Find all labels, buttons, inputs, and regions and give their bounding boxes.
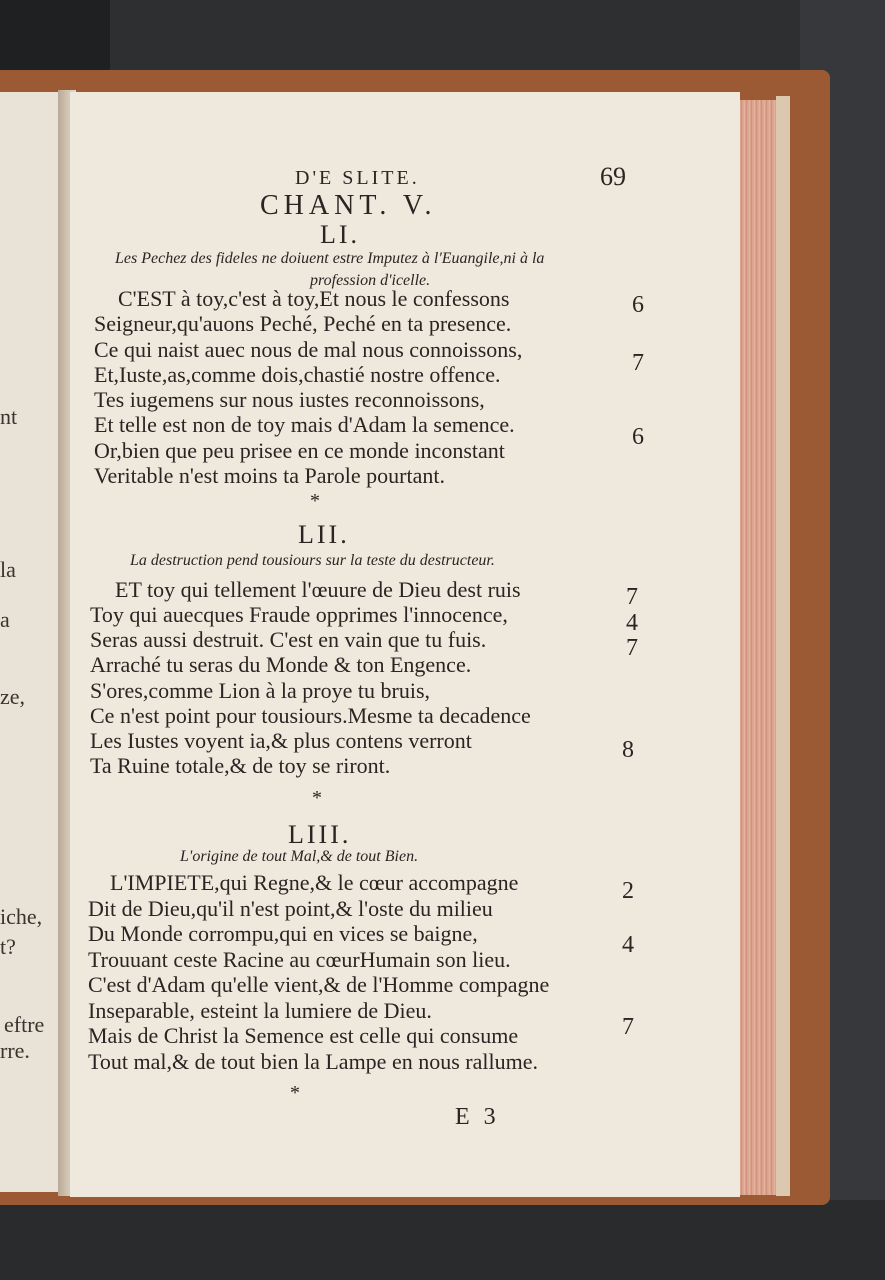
syllable-count: 2	[622, 878, 634, 904]
stanza-number: LIII.	[288, 820, 352, 849]
syllable-count: 7	[622, 1014, 634, 1040]
stanza-argument: La destruction pend tousiours sur la teste du destructeur.	[130, 552, 495, 569]
signature-mark: E 3	[455, 1104, 500, 1130]
chant-title: CHANT. V.	[260, 190, 437, 221]
syllable-count: 7	[626, 635, 638, 661]
stanza-argument: profession d'icelle.	[310, 272, 431, 289]
syllable-count: 7	[626, 584, 638, 610]
verse-line: C'est d'Adam qu'elle vient,& de l'Homme compagne	[88, 972, 550, 997]
verse-line: ET toy qui tellement l'œuure de Dieu dest ruis	[115, 577, 521, 602]
verse-line: Seigneur,qu'auons Peché, Peché en ta presence.	[94, 311, 512, 336]
separator-star: *	[310, 490, 320, 512]
verse-line: Trouuant ceste Racine au cœurHumain son lieu.	[88, 947, 511, 972]
verse-line: Inseparable, esteint la lumiere de Dieu.	[88, 998, 432, 1023]
verse-line: Tes iugemens sur nous iustes reconnoissons,	[94, 387, 485, 412]
book-page	[70, 92, 740, 1197]
facing-page-fragment: iche,	[0, 904, 43, 929]
facing-page	[0, 92, 62, 1192]
syllable-count: 6	[632, 424, 644, 450]
verse-line: Veritable n'est moins ta Parole pourtant.	[94, 463, 445, 488]
stanza-argument: L'origine de tout Mal,& de tout Bien.	[180, 848, 419, 865]
syllable-count: 4	[626, 610, 638, 636]
verse-line: S'ores,comme Lion à la proye tu bruis,	[90, 678, 431, 703]
verse-line: Et telle est non de toy mais d'Adam la semence.	[94, 412, 515, 437]
syllable-count: 8	[622, 737, 634, 763]
facing-page-fragment: la	[0, 557, 16, 582]
page-number: 69	[600, 162, 626, 191]
facing-page-fragment: ze,	[0, 684, 26, 709]
facing-page-fragment: nt	[0, 404, 18, 429]
separator-star: *	[312, 787, 322, 809]
facing-page-fragment: eftre	[4, 1012, 45, 1037]
facing-page-fragment: t?	[0, 934, 16, 959]
stanza-argument: Les Pechez des fideles ne doiuent estre Imputez à l'Euangile,ni à la	[115, 250, 545, 267]
page-edge	[776, 96, 790, 1196]
verse-line: Ta Ruine totale,& de toy se riront.	[90, 753, 391, 778]
stanza-number: LI.	[320, 220, 361, 249]
syllable-count: 6	[632, 292, 644, 318]
verse-line: Seras aussi destruit. C'est en vain que tu fuis.	[90, 627, 487, 652]
verse-line: Du Monde corrompu,qui en vices se baigne,	[88, 921, 478, 946]
page-fore-edge	[738, 100, 778, 1195]
verse-line: Et,Iuste,as,comme dois,chastié nostre offence.	[94, 362, 501, 387]
stanza-number: LII.	[298, 520, 350, 549]
separator-star: *	[290, 1082, 300, 1104]
background-bottom	[0, 1200, 885, 1280]
verse-line: Les Iustes voyent ia,& plus contens verront	[90, 728, 472, 753]
running-head: D'E SLITE.	[295, 167, 420, 189]
facing-page-fragment: rre.	[0, 1038, 30, 1063]
verse-line: C'EST à toy,c'est à toy,Et nous le confessons	[118, 286, 510, 311]
verse-line: Toy qui auecques Fraude opprimes l'innocence,	[90, 602, 508, 627]
verse-line: Ce n'est point pour tousiours.Mesme ta decadence	[90, 703, 531, 728]
verse-line: Or,bien que peu prisee en ce monde inconstant	[94, 438, 505, 463]
syllable-count: 4	[622, 932, 634, 958]
verse-line: Dit de Dieu,qu'il n'est point,& l'oste du milieu	[88, 896, 493, 921]
syllable-count: 7	[632, 350, 644, 376]
verse-line: Tout mal,& de tout bien la Lampe en nous rallume.	[88, 1049, 538, 1074]
verse-line: L'IMPIETE,qui Regne,& le cœur accompagne	[110, 870, 519, 895]
facing-page-fragment: a	[0, 607, 10, 632]
verse-line: Mais de Christ la Semence est celle qui consume	[88, 1023, 519, 1048]
verse-line: Ce qui naist auec nous de mal nous connoissons,	[94, 337, 523, 362]
verse-line: Arraché tu seras du Monde & ton Engence.	[90, 652, 472, 677]
